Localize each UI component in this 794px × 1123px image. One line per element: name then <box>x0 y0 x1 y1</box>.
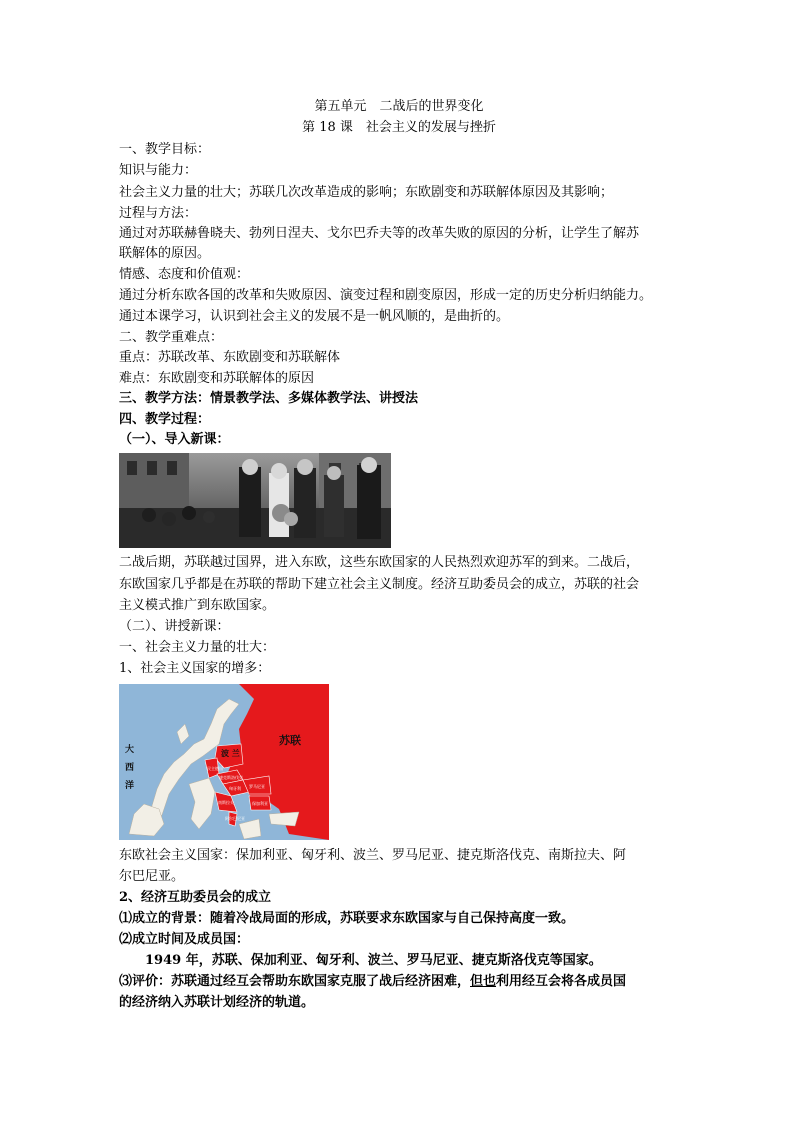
map-label-atlantic: 大 <box>125 745 135 755</box>
subheading: 知识与能力： <box>119 163 198 178</box>
unit-title: 第五单元 二战后的世界变化 <box>314 99 484 114</box>
lesson-title: 第 18 课 社会主义的发展与挫折 <box>302 120 496 135</box>
paragraph-line: 尔巴尼亚。 <box>119 869 185 884</box>
europe-map <box>119 684 329 840</box>
underlined-text: 但也 <box>470 974 497 989</box>
map-label-country: 捷克斯洛伐克 <box>219 775 243 780</box>
subsection-heading: （二）、讲授新课： <box>119 619 230 634</box>
paragraph-line: 联解体的原因。 <box>119 246 211 261</box>
paragraph-line: 社会主义力量的壮大；苏联几次改革造成的影响；东欧剧变和苏联解体原因及其影响； <box>119 185 614 200</box>
paragraph-line <box>119 972 679 991</box>
subheading: 过程与方法： <box>119 206 198 221</box>
paragraph-line: 1949 年，苏联、保加利亚、匈牙利、波兰、罗马尼亚、捷克斯洛伐克等国家。 <box>145 953 602 968</box>
paragraph-line: ⑵成立时间及成员国： <box>119 932 250 947</box>
section-heading: 四、教学过程： <box>119 412 211 427</box>
subsection-heading: （一）、导入新课： <box>119 432 230 447</box>
paragraph-line: 东欧国家几乎都是在苏联的帮助下建立社会主义制度。经济互助委员会的成立，苏联的社会 <box>119 577 640 592</box>
subheading: 情感、态度和价值观： <box>119 267 250 282</box>
map-label-country: 保加利亚 <box>252 801 268 806</box>
subsection-heading: 1、社会主义国家的增多： <box>119 661 271 676</box>
map-label-atlantic: 洋 <box>125 781 135 791</box>
section-heading: 三、教学方法：情景教学法、多媒体教学法、讲授法 <box>119 391 419 406</box>
historical-photo <box>119 453 391 548</box>
map-label-country: 民主德国 <box>207 766 223 771</box>
paragraph-line: 重点：苏联改革、东欧剧变和苏联解体 <box>119 350 341 365</box>
paragraph-line: 通过对苏联赫鲁晓夫、勃列日涅夫、戈尔巴乔夫等的改革失败的原因的分析，让学生了解苏 <box>119 226 640 241</box>
map-label-country: 南斯拉夫 <box>218 800 234 805</box>
map-label-country: 阿尔巴尼亚 <box>225 816 245 821</box>
section-heading: 一、教学目标： <box>119 142 211 157</box>
paragraph-line: 难点：东欧剧变和苏联解体的原因 <box>119 371 315 386</box>
map-label-country: 匈牙利 <box>229 786 241 791</box>
paragraph-line: 的经济纳入苏联计划经济的轨道。 <box>119 995 315 1010</box>
paragraph-line: 二战后期，苏联越过国界，进入东欧，这些东欧国家的人民热烈欢迎苏军的到来。二战后， <box>119 555 640 570</box>
paragraph-line: 通过分析东欧各国的改革和失败原因、演变过程和剧变原因，形成一定的历史分析归纳能力。 <box>119 288 653 303</box>
map-label-country: 罗马尼亚 <box>249 784 265 789</box>
paragraph-line: 东欧社会主义国家：保加利亚、匈牙利、波兰、罗马尼亚、捷克斯洛伐克、南斯拉夫、阿 <box>119 848 627 863</box>
evaluation-text-part: 利用经互会将各成员国 <box>496 974 627 989</box>
map-label-atlantic: 西 <box>125 763 135 773</box>
section-heading: 一、社会主义力量的壮大： <box>119 640 276 655</box>
map-label-ussr: 苏联 <box>279 734 301 747</box>
paragraph-line: 主义模式推广到东欧国家。 <box>119 598 276 613</box>
map-label-poland: 波 兰 <box>221 748 240 758</box>
evaluation-text-part: ⑶评价：苏联通过经互会帮助东欧国家克服了战后经济困难， <box>119 974 471 989</box>
paragraph-line: 通过本课学习，认识到社会主义的发展不是一帆风顺的，是曲折的。 <box>119 309 510 324</box>
subsection-heading: 2、经济互助委员会的成立 <box>119 890 272 905</box>
section-heading: 二、教学重难点： <box>119 330 224 345</box>
paragraph-line: ⑴成立的背景：随着冷战局面的形成，苏联要求东欧国家与自己保持高度一致。 <box>119 911 575 926</box>
